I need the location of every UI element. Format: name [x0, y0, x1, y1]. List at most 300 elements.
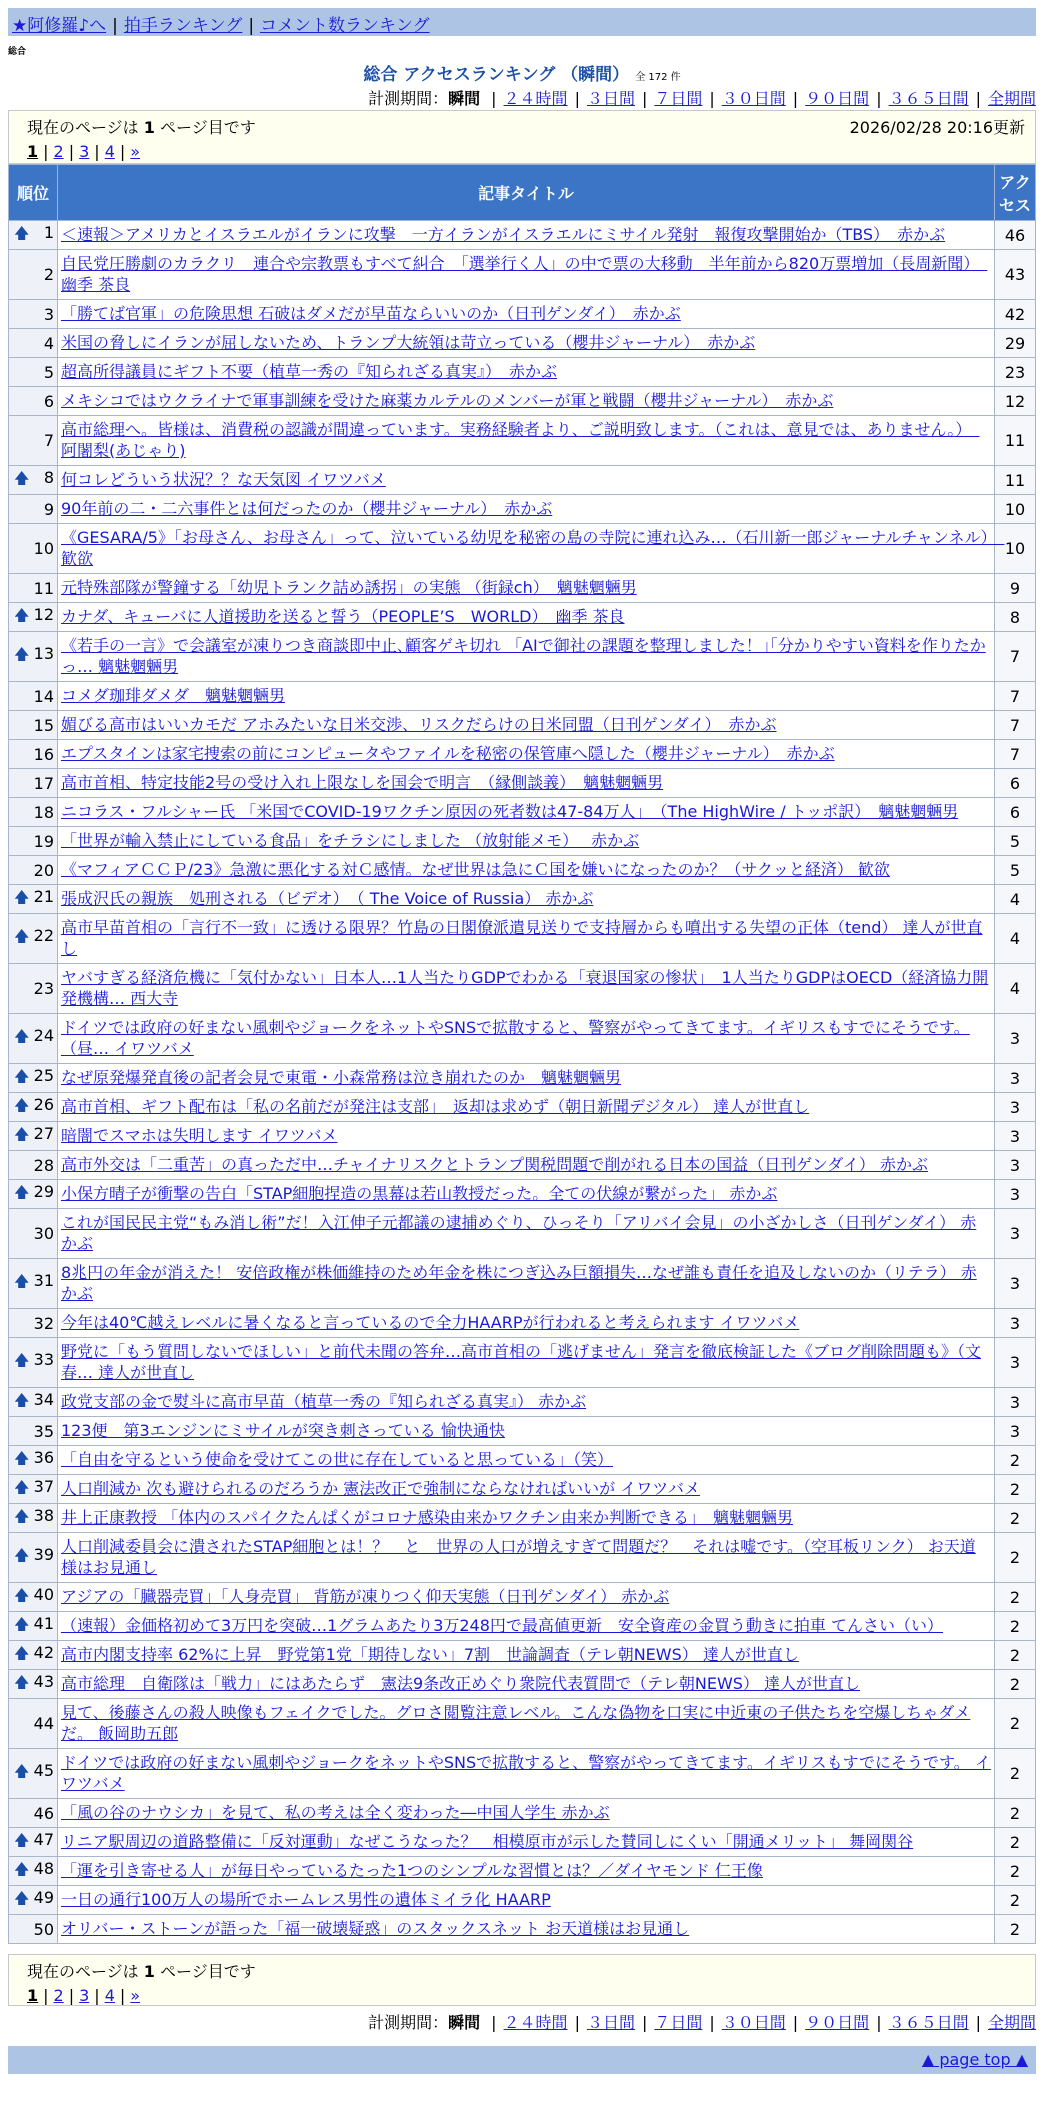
rank-cell — [9, 964, 58, 1014]
rank-cell — [9, 574, 58, 603]
access-count: 3 — [995, 1259, 1036, 1309]
rank-up-arrow-icon: 🡅 — [14, 1506, 30, 1525]
rank-up-arrow-icon: 🡅 — [14, 1272, 30, 1290]
rank-cell — [9, 1857, 58, 1886]
access-count: 2 — [995, 1612, 1036, 1641]
table-row — [9, 524, 1036, 574]
rank-number: 28 — [33, 1155, 54, 1175]
title-cell — [58, 1180, 995, 1209]
period-30d[interactable]: ３０日間 — [721, 2013, 786, 2032]
article-link[interactable]: （速報）金価格初めて3万円を突破…1グラムあたり3万248円で最高値更新 安全資産の金買う動きに拍車 てんさい（い） — [61, 1615, 944, 1635]
title-cell — [58, 495, 995, 524]
title-cell — [58, 387, 995, 416]
pager-page-2[interactable]: 2 — [53, 142, 64, 161]
article-link[interactable]: これが国民民主党“もみ消し術”だ！入江伸子元都議の逮捕めぐり、ひっそり「アリバイ会見」の小ざかしさ（日刊ゲンダイ） 赤かぶ — [61, 1212, 977, 1253]
rank-number: 39 — [33, 1545, 54, 1564]
table-row — [9, 603, 1036, 632]
title-cell — [58, 711, 995, 740]
title-cell — [58, 1749, 995, 1799]
period-90d[interactable]: ９０日間 — [805, 89, 870, 108]
table-row — [9, 1857, 1036, 1886]
rank-number: 32 — [33, 1313, 54, 1333]
article-link[interactable]: 《若手の一言》で会議室が凍りつき商談即中止､顧客ゲキ切れ 「AIで御社の課題を整理しました！｣｢分かりやすい資料を作りたかっ… 魑魅魍魎男 — [61, 635, 986, 676]
article-link[interactable]: 暗闇でスマホは失明します イワツバメ — [61, 1125, 338, 1145]
title-cell — [58, 1388, 995, 1417]
rank-cell — [9, 1799, 58, 1828]
access-count: 2 — [995, 1641, 1036, 1670]
rank-cell — [9, 827, 58, 856]
rank-number: 49 — [33, 1887, 54, 1907]
rank-number: 17 — [33, 773, 54, 793]
access-count: 2 — [995, 1915, 1036, 1944]
access-count: 9 — [995, 574, 1036, 603]
access-count: 10 — [995, 495, 1036, 524]
table-row — [9, 1064, 1036, 1093]
article-link[interactable]: リニア駅周辺の道路整備に「反対運動」なぜこうなった？ 相模原市が示した賛同しにくい「開通メリット」 舞岡関谷 — [61, 1831, 914, 1851]
article-link[interactable]: 見て、後藤さんの殺人映像もフェイクでした。グロさ閲覧注意レベル。こんな偽物を口実に中近東の子供たちを空爆しちゃダメだ。 飯岡助五郎 — [61, 1702, 971, 1743]
rank-up-arrow-icon: 🡅 — [14, 1643, 30, 1662]
access-count: 5 — [995, 856, 1036, 885]
table-row — [9, 1699, 1036, 1749]
rank-cell — [9, 358, 58, 387]
title-cell — [58, 798, 995, 827]
period-current: 瞬間 — [448, 2013, 481, 2032]
article-link[interactable]: 「自由を守るという使命を受けてこの世に存在していると思っている」（笑） — [61, 1449, 614, 1469]
access-count: 43 — [995, 250, 1036, 300]
access-count: 3 — [995, 1064, 1036, 1093]
rank-up-arrow-icon: 🡅 — [14, 1585, 30, 1604]
rank-up-arrow-icon: 🡅 — [14, 927, 30, 945]
pager-current: 1 — [27, 1986, 39, 2005]
rank-number: 37 — [33, 1476, 54, 1496]
title-cell — [58, 964, 995, 1014]
comment-ranking-link[interactable]: コメント数ランキング — [260, 16, 430, 36]
article-link[interactable]: 「世界が輸入禁止にしている食品」をチラシにしました （放射能メモ） 赤かぶ — [61, 830, 640, 850]
article-link[interactable]: 自民党圧勝劇のカラクリ 連合や宗教票もすべて糾合 「選挙行く人」の中で票の大移動 半年前から820万票増加（長周新聞） 幽季 茶良 — [61, 253, 988, 294]
rank-up-arrow-icon: 🡅 — [14, 1830, 30, 1849]
title-cell — [58, 1446, 995, 1475]
access-count: 3 — [995, 1309, 1036, 1338]
title-cell — [58, 466, 995, 495]
access-count: 2 — [995, 1475, 1036, 1504]
rank-cell — [9, 1151, 58, 1180]
period-selector-top: 計測期間：瞬間 | ２４時間 | ３日間 | ７日間 | ３０日間 | ９０日間 | ３６５日間 | 全期間 — [368, 89, 1036, 108]
title-cell — [58, 740, 995, 769]
rank-number: 31 — [33, 1271, 54, 1290]
article-link[interactable]: 一日の通行100万人の場所でホームレス男性の遺体ミイラ化 HAARP — [61, 1889, 551, 1909]
rank-cell — [9, 524, 58, 574]
current-page-text — [27, 1959, 1017, 1982]
table-row — [9, 416, 1036, 466]
rank-cell — [9, 329, 58, 358]
period-3d[interactable]: ３日間 — [586, 2013, 635, 2032]
rank-cell — [9, 769, 58, 798]
rank-cell — [9, 1533, 58, 1583]
ranking-table — [8, 164, 1036, 1944]
article-link[interactable]: 張成沢氏の親族 処刑される（ビデオ） （ The Voice of Russia） 赤かぶ — [61, 888, 594, 908]
title-cell — [58, 1670, 995, 1699]
rank-number: 21 — [33, 886, 54, 906]
rank-number: 40 — [33, 1584, 54, 1604]
table-row — [9, 798, 1036, 827]
article-link[interactable]: 123便 第3エンジンにミサイルが突き刺さっている 愉快通快 — [61, 1420, 505, 1440]
rank-up-arrow-icon: 🡅 — [14, 1124, 30, 1143]
rank-cell — [9, 711, 58, 740]
article-link[interactable]: ヤバすぎる経済危機に「気付かない」日本人…1人当たりGDPでわかる「衰退国家の惨状」 1人当たりGDPはOECD（経済協力開発機構… 西大寺 — [61, 967, 989, 1008]
rank-cell — [9, 1475, 58, 1504]
article-link[interactable]: 《GESARA/5》「お母さん、お母さん」って、泣いている幼児を秘密の島の寺院に連れ込み…（石川新一郎ジャーナルチャンネル） 歓欲 — [61, 527, 1005, 568]
article-link[interactable]: 何コレどういう状況？？な天気図 イワツバメ — [61, 469, 386, 489]
rank-number: 44 — [33, 1714, 54, 1733]
access-count: 5 — [995, 827, 1036, 856]
rank-up-arrow-icon: 🡅 — [14, 1095, 30, 1114]
table-row — [9, 387, 1036, 416]
table-row — [9, 358, 1036, 387]
article-link[interactable]: 高市総理 自衛隊は「戦力」にはあたらず 憲法9条改正めぐり衆院代表質問で（テレ朝NEWS） 達人が世直し — [61, 1673, 861, 1693]
article-link[interactable]: 高市首相、特定技能2号の受け入れ上限なしを国会で明言 （縁側談義） 魑魅魍魎男 — [61, 772, 664, 792]
page-number: 1 — [143, 1962, 155, 1981]
rank-number: 36 — [33, 1447, 54, 1467]
rank-cell — [9, 1446, 58, 1475]
table-row — [9, 329, 1036, 358]
table-row — [9, 1583, 1036, 1612]
table-row — [9, 221, 1036, 250]
article-link[interactable]: ドイツでは政府の好まない風刺やジョークをネットやSNSで拡散すると、警察がやってきてます。イギリスもすでにそうです。（昼… イワツバメ — [61, 1017, 970, 1058]
period-3d[interactable]: ３日間 — [586, 89, 635, 108]
article-link[interactable]: 「運を引き寄せる人」が毎日やっているたった1つのシンプルな習慣とは？／ダイヤモンド 仁王像 — [61, 1860, 763, 1880]
article-link[interactable]: カナダ、キューバに人道援助を送ると誓う（PEOPLE’S WORLD） 幽季 茶良 — [61, 606, 625, 626]
rank-number: 10 — [33, 539, 54, 558]
article-link[interactable]: 人口削減か 次も避けられるのだろうか 憲法改正で強制にならなければいいが イワツバメ — [61, 1478, 700, 1498]
rank-up-arrow-icon: 🡅 — [14, 1390, 30, 1409]
rank-number: 16 — [33, 744, 54, 764]
table-row — [9, 1309, 1036, 1338]
rank-cell — [9, 1583, 58, 1612]
period-current: 瞬間 — [448, 89, 481, 108]
article-link[interactable]: 90年前の二・二六事件とは何だったのか（櫻井ジャーナル） 赤かぶ — [61, 498, 553, 518]
title-cell — [58, 603, 995, 632]
rank-number: 2 — [43, 265, 54, 284]
article-link[interactable]: メキシコではウクライナで軍事訓練を受けた麻薬カルテルのメンバーが軍と戦闘（櫻井ジャーナル） 赤かぶ — [61, 390, 834, 410]
title-cell — [58, 300, 995, 329]
article-link[interactable]: 媚びる高市はいいカモだ アホみたいな日米交渉、リスクだらけの日米同盟（日刊ゲンダイ） 赤かぶ — [61, 714, 777, 734]
access-count: 4 — [995, 914, 1036, 964]
rank-cell — [9, 1122, 58, 1151]
table-row — [9, 1151, 1036, 1180]
article-link[interactable]: 「勝てば官軍」の危険思想 石破はダメだが早苗ならいいのか（日刊ゲンダイ） 赤かぶ — [61, 303, 681, 323]
access-count: 2 — [995, 1749, 1036, 1799]
rank-number: 45 — [33, 1761, 54, 1780]
table-row — [9, 1122, 1036, 1151]
article-link[interactable]: 政党支部の金で熨斗に高市早苗（植草一秀の『知られざる真実』） 赤かぶ — [61, 1391, 587, 1411]
table-row — [9, 711, 1036, 740]
title-cell — [58, 632, 995, 682]
pager-page-4[interactable]: 4 — [104, 142, 115, 161]
pager-next[interactable]: » — [130, 1986, 141, 2005]
rank-cell — [9, 1749, 58, 1799]
rank-cell — [9, 1417, 58, 1446]
title-cell — [58, 1259, 995, 1309]
article-link[interactable]: 人口削減委員会に潰されたSTAP細胞とは！？ と 世界の人口が増えすぎて問題だ？ それは嘘です。（空耳板リンク） お天道様はお見通し — [61, 1536, 976, 1577]
rank-cell — [9, 250, 58, 300]
rank-number: 38 — [33, 1505, 54, 1525]
rank-up-arrow-icon: 🡅 — [14, 645, 30, 663]
updated-timestamp: 2026/02/28 20:16更新 — [849, 118, 1025, 137]
pager-page-2[interactable]: 2 — [53, 1986, 64, 2005]
period-all[interactable]: 全期間 — [987, 2013, 1036, 2032]
title-cell — [58, 1064, 995, 1093]
pager-next[interactable]: » — [130, 142, 141, 161]
title-cell — [58, 416, 995, 466]
rank-up-arrow-icon: 🡅 — [14, 887, 30, 906]
table-row — [9, 914, 1036, 964]
table-row — [9, 1388, 1036, 1417]
title-cell — [58, 221, 995, 250]
pagination-bottom: 1 | 2 | 3 | 4 | » — [27, 1986, 141, 2005]
access-count: 6 — [995, 798, 1036, 827]
rank-number: 46 — [33, 1803, 54, 1823]
category-label: 総合 — [8, 47, 27, 57]
table-row — [9, 1799, 1036, 1828]
title-cell — [58, 1122, 995, 1151]
access-count: 3 — [995, 1417, 1036, 1446]
access-count: 2 — [995, 1670, 1036, 1699]
rank-cell — [9, 603, 58, 632]
rank-up-arrow-icon: 🡅 — [14, 1546, 30, 1564]
article-link[interactable]: ニコラス・フルシャー氏 「米国でCOVID-19ワクチン原因の死者数は47-84万人」 （The HighWire / トッポ訳） 魑魅魍魎男 — [61, 801, 959, 821]
rank-number: 3 — [43, 304, 54, 324]
rank-number: 11 — [33, 578, 54, 598]
article-link[interactable]: 《マフィアＣＣＰ/23》急激に悪化する対Ｃ感情。なぜ世界は急にＣ国を嫌いになったのか？（サクッと経済） 歓欲 — [61, 859, 890, 879]
article-link[interactable]: 「風の谷のナウシカ」を見て、私の考えは全く変わった―中国人学生 赤かぶ — [61, 1802, 610, 1822]
article-link[interactable]: 高市首相、ギフト配布は「私の名前だが発注は支部」 返却は求めず（朝日新聞デジタル） 達人が世直し — [61, 1096, 810, 1116]
rank-cell — [9, 1309, 58, 1338]
table-row — [9, 1612, 1036, 1641]
title-cell — [58, 1014, 995, 1064]
table-row — [9, 964, 1036, 1014]
access-count: 2 — [995, 1886, 1036, 1915]
access-count: 2 — [995, 1583, 1036, 1612]
pager-current: 1 — [27, 142, 39, 161]
table-row — [9, 1749, 1036, 1799]
period-24h[interactable]: ２４時間 — [503, 2013, 568, 2032]
rank-cell — [9, 798, 58, 827]
period-7d[interactable]: ７日間 — [654, 89, 703, 108]
rank-cell — [9, 1699, 58, 1749]
table-row — [9, 1886, 1036, 1915]
title-cell — [58, 682, 995, 711]
rank-cell — [9, 1670, 58, 1699]
article-link[interactable]: 8兆円の年金が消えた！ 安倍政権が株価維持のため年金を株につぎ込み巨額損失…なぜ誰も責任を追及しないのか（リテラ） 赤かぶ — [61, 1262, 977, 1303]
rank-up-arrow-icon: 🡅 — [14, 1027, 30, 1045]
rank-number: 34 — [33, 1389, 54, 1409]
title-cell — [58, 1209, 995, 1259]
article-link[interactable]: ドイツでは政府の好まない風刺やジョークをネットやSNSで拡散すると、警察がやってきてます。イギリスもすでにそうです。 イワツバメ — [61, 1752, 991, 1793]
pager-page-3[interactable]: 3 — [79, 142, 90, 161]
rank-number: 29 — [33, 1181, 54, 1201]
access-count: 3 — [995, 1209, 1036, 1259]
ranking-title: 総合 アクセスランキング （瞬間） — [363, 65, 630, 85]
table-row — [9, 1446, 1036, 1475]
access-count: 2 — [995, 1446, 1036, 1475]
pager-page-3[interactable]: 3 — [79, 1986, 90, 2005]
period-90d[interactable]: ９０日間 — [805, 2013, 870, 2032]
title-cell — [58, 1828, 995, 1857]
access-count: 3 — [995, 1122, 1036, 1151]
rank-number: 26 — [33, 1094, 54, 1114]
rank-number: 23 — [33, 979, 54, 998]
period-30d[interactable]: ３０日間 — [721, 89, 786, 108]
title-cell — [58, 1504, 995, 1533]
rank-cell — [9, 682, 58, 711]
title-cell — [58, 1309, 995, 1338]
title-cell — [58, 1475, 995, 1504]
title-cell — [58, 1151, 995, 1180]
clap-ranking-link[interactable]: 拍手ランキング — [123, 16, 243, 36]
article-link[interactable]: 高市総理へ。皆様は、消費税の認識が間違っています。実務経験者より、ご説明致します。（これは、意見では、ありません。） 阿闍梨(あじゃり) — [61, 419, 980, 460]
rank-number: 7 — [43, 431, 54, 450]
table-row — [9, 250, 1036, 300]
article-link[interactable]: 米国の脅しにイランが屈しないため、トランプ大統領は苛立っている（櫻井ジャーナル） 赤かぶ — [61, 332, 756, 352]
table-row — [9, 574, 1036, 603]
period-all[interactable]: 全期間 — [987, 89, 1036, 108]
access-count: 8 — [995, 603, 1036, 632]
article-link[interactable]: オリバー・ストーンが語った「福一破壊疑惑」のスタックスネット お天道様はお見通し — [61, 1918, 690, 1938]
rank-number: 9 — [43, 499, 54, 519]
rank-cell — [9, 885, 58, 914]
table-row — [9, 1209, 1036, 1259]
period-label: 計測期間： — [368, 89, 449, 108]
rank-cell — [9, 1915, 58, 1944]
table-row — [9, 682, 1036, 711]
rank-number: 4 — [43, 333, 54, 353]
period-365d[interactable]: ３６５日間 — [888, 89, 969, 108]
rank-number: 13 — [33, 644, 54, 663]
rank-number: 20 — [33, 860, 54, 880]
top-nav-bar: ★阿修羅♪へ | 拍手ランキング | コメント数ランキング — [8, 8, 1036, 36]
access-count: 7 — [995, 740, 1036, 769]
table-row — [9, 1475, 1036, 1504]
rank-number: 27 — [33, 1123, 54, 1143]
access-count: 6 — [995, 769, 1036, 798]
rank-cell — [9, 1209, 58, 1259]
home-link[interactable]: ★阿修羅♪へ — [12, 16, 107, 36]
article-link[interactable]: エプスタインは家宅捜索の前にコンピュータやファイルを秘密の保管庫へ隠した（櫻井ジャーナル） 赤かぶ — [61, 743, 835, 763]
title-cell — [58, 827, 995, 856]
rank-number: 43 — [33, 1671, 54, 1691]
article-link[interactable]: 高市外交は「二重苦」の真っただ中…チャイナリスクとトランプ関税問題で削がれる日本の国益（日刊ゲンダイ） 赤かぶ — [61, 1154, 929, 1174]
rank-number: 48 — [33, 1858, 54, 1878]
article-link[interactable]: 高市内閣支持率 62%に上昇 野党第1党「期待しない」7割 世論調査（テレ朝NEWS） 達人が世直し — [61, 1644, 799, 1664]
period-365d[interactable]: ３６５日間 — [888, 2013, 969, 2032]
period-24h[interactable]: ２４時間 — [503, 89, 568, 108]
rank-number: 47 — [33, 1829, 54, 1849]
table-row — [9, 1180, 1036, 1209]
title-cell — [58, 329, 995, 358]
table-row — [9, 740, 1036, 769]
article-link[interactable]: 元特殊部隊が警鐘する「幼児トランク詰め誘拐」の実態 （街録ch） 魑魅魍魎男 — [61, 577, 637, 597]
rank-number: 33 — [33, 1350, 54, 1369]
page-title — [0, 60, 1044, 85]
rank-number: 18 — [33, 802, 54, 822]
footer-bar — [8, 2046, 1036, 2074]
period-selector-bottom: 計測期間：瞬間 | ２４時間 | ３日間 | ７日間 | ３０日間 | ９０日間 | ３６５日間 | 全期間 — [368, 2013, 1036, 2032]
title-cell — [58, 1641, 995, 1670]
article-link[interactable]: ＜速報＞アメリカとイスラエルがイランに攻撃 一方イランがイスラエルにミサイル発射 報復攻撃開始か（TBS） 赤かぶ — [61, 224, 946, 244]
table-row — [9, 466, 1036, 495]
title-cell — [58, 1338, 995, 1388]
col-rank-header: 順位 — [9, 165, 58, 221]
page-top-link[interactable]: ▲ page top ▲ — [921, 2050, 1028, 2069]
rank-number: 12 — [33, 604, 54, 624]
rank-cell — [9, 1828, 58, 1857]
rank-cell — [9, 387, 58, 416]
article-link[interactable]: 井上正康教授 「体内のスパイクたんぱくがコロナ感染由来かワクチン由来か判断できる」 魑魅魍魎男 — [61, 1507, 793, 1527]
table-row — [9, 1504, 1036, 1533]
rank-number: 41 — [33, 1613, 54, 1633]
page-text-before: 現在のページは — [27, 1962, 139, 1981]
rank-cell — [9, 1388, 58, 1417]
rank-up-arrow-icon: 🡅 — [14, 605, 30, 624]
article-link[interactable]: 今年は40℃越えレベルに暑くなると言っているので全力HAARPが行われると考えられます イワツバメ — [61, 1312, 800, 1332]
rank-cell — [9, 632, 58, 682]
table-row — [9, 1828, 1036, 1857]
access-count: 29 — [995, 329, 1036, 358]
table-row — [9, 885, 1036, 914]
title-cell — [58, 1583, 995, 1612]
access-count: 3 — [995, 1388, 1036, 1417]
rank-number: 5 — [43, 362, 54, 382]
period-label: 計測期間： — [368, 2013, 449, 2032]
title-cell — [58, 769, 995, 798]
rank-cell — [9, 221, 58, 250]
access-count: 7 — [995, 632, 1036, 682]
rank-number: 35 — [33, 1421, 54, 1441]
article-link[interactable]: コメダ珈琲ダメダ 魑魅魍魎男 — [61, 685, 286, 705]
access-count: 42 — [995, 300, 1036, 329]
page-number: 1 — [143, 118, 155, 137]
rank-up-arrow-icon: 🡅 — [14, 223, 30, 242]
rank-cell — [9, 1093, 58, 1122]
access-count: 46 — [995, 221, 1036, 250]
title-cell — [58, 1417, 995, 1446]
article-link[interactable]: 野党に「もう質問しないでほしい」と前代未聞の答弁…高市首相の「逃げません」発言を徹底検証した《ブログ削除問題も》（文春… 達人が世直し — [61, 1341, 982, 1382]
title-cell — [58, 1799, 995, 1828]
rank-cell — [9, 740, 58, 769]
period-7d[interactable]: ７日間 — [654, 2013, 703, 2032]
article-link[interactable]: 高市早苗首相の「言行不一致」に透ける限界？竹島の日閣僚派遣見送りで支持層からも噴出する失望の正体（tend） 達人が世直し — [61, 917, 983, 958]
page-info-bottom — [8, 1954, 1036, 2006]
article-link[interactable]: アジアの「臓器売買」「人身売買」 背筋が凍りつく仰天実態（日刊ゲンダイ） 赤かぶ — [61, 1586, 670, 1606]
article-link[interactable]: 小保方晴子が衝撃の告白「STAP細胞捏造の黒幕は若山教授だった。全ての伏線が繋がった」 赤かぶ — [61, 1183, 778, 1203]
access-count: 4 — [995, 964, 1036, 1014]
pager-page-4[interactable]: 4 — [104, 1986, 115, 2005]
rank-number: 6 — [43, 391, 54, 411]
total-count: 全 172 件 — [635, 72, 681, 83]
rank-number: 42 — [33, 1642, 54, 1662]
table-row — [9, 1641, 1036, 1670]
title-cell — [58, 574, 995, 603]
article-link[interactable]: 超高所得議員にギフト不要（植草一秀の『知られざる真実』） 赤かぶ — [61, 361, 558, 381]
rank-cell — [9, 856, 58, 885]
access-count: 3 — [995, 1151, 1036, 1180]
title-cell — [58, 885, 995, 914]
rank-cell — [9, 1886, 58, 1915]
access-count: 3 — [995, 1180, 1036, 1209]
article-link[interactable]: なぜ原発爆発直後の記者会見で東電・小森常務は泣き崩れたのか 魑魅魍魎男 — [61, 1067, 622, 1087]
table-row — [9, 1014, 1036, 1064]
col-title-header: 記事タイトル — [58, 165, 995, 221]
